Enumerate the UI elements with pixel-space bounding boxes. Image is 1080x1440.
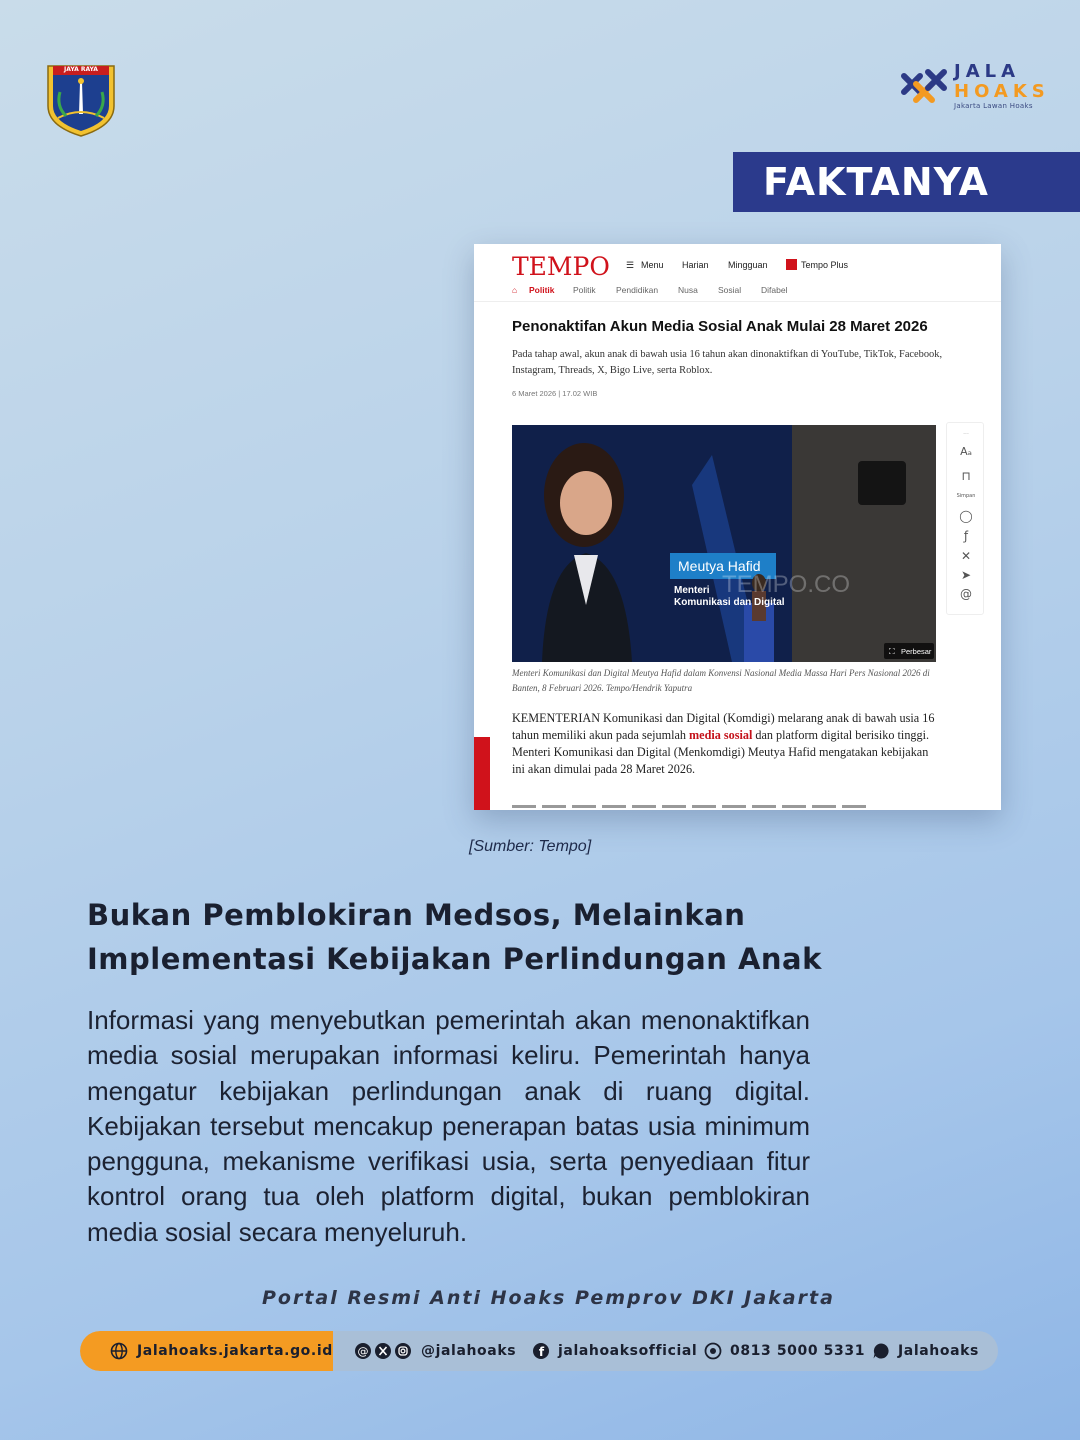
threads-icon[interactable]: @ — [960, 587, 972, 601]
whatsapp-number[interactable]: 0813 5000 5331 — [730, 1343, 866, 1359]
enlarge-photo-button[interactable]: Perbesar — [901, 647, 932, 656]
whatsapp-icon[interactable]: ◯ — [959, 509, 973, 523]
instagram-icon[interactable] — [394, 1342, 412, 1360]
jala-hoaks-mark-icon — [898, 62, 950, 112]
font-size-icon[interactable]: Aₐ — [960, 445, 972, 458]
faktanya-banner: FAKTANYA — [733, 152, 1080, 212]
nav-sub-pendidikan[interactable]: Pendidikan — [616, 285, 659, 295]
photo-caption: Menteri Komunikasi dan Digital Meutya Hafid dalam Konvensi Nasional Media Massa Hari Pers Nasional 2026 di Banten, 8 Februari 2026. Tempo/Hendrik Yaputra — [512, 668, 930, 693]
bookmark-icon[interactable]: ⊓ — [961, 469, 971, 483]
article-date: 6 Maret 2026 | 17.02 WIB — [512, 389, 598, 398]
logo-word-jala: JALA — [954, 61, 1021, 82]
facebook-icon[interactable] — [532, 1342, 550, 1360]
photo-name-caption: Meutya Hafid — [678, 558, 761, 574]
photo-role-line2: Komunikasi dan Digital — [674, 597, 785, 608]
website-link[interactable]: Jalahoaks.jakarta.go.id — [137, 1343, 333, 1359]
threads-icon[interactable] — [354, 1342, 372, 1360]
side-tab[interactable] — [474, 737, 490, 810]
dki-jakarta-emblem — [44, 62, 118, 138]
photo-role-line1: Menteri — [674, 585, 710, 596]
svg-text:f: f — [538, 1345, 545, 1359]
source-credit: [Sumber: Tempo] — [469, 838, 592, 855]
article-photo — [512, 425, 936, 662]
nav-menu[interactable]: Menu — [641, 260, 664, 270]
jala-hoaks-logo — [898, 61, 1050, 114]
x-icon[interactable] — [374, 1342, 392, 1360]
article-body-part2: dan platform digital berisiko tinggi. Menteri Komunikasi dan Digital (Menkomdigi) Meutya Hafid mengatakan kebijakan ini akan dimulai pada 28 Maret 2026. — [512, 728, 930, 776]
home-icon[interactable]: ⌂ — [512, 285, 518, 295]
x-icon[interactable]: ✕ — [960, 549, 972, 563]
photo-watermark: TEMPO.CO — [722, 571, 851, 598]
svg-text:@: @ — [357, 1345, 369, 1358]
facebook-handle[interactable]: jalahoaksofficial — [558, 1343, 698, 1359]
fact-headline — [87, 893, 847, 981]
telegram-icon[interactable]: ➤ — [960, 568, 972, 582]
social-handle[interactable]: @jalahoaks — [421, 1343, 517, 1359]
article-lede: Pada tahap awal, akun anak di bawah usia 16 tahun akan dinonaktifkan di YouTube, TikTok, Facebook, Instagram, Threads, X, Bigo Live, serta Roblox. — [512, 349, 943, 376]
logo-word-hoaks: HOAKS — [954, 81, 1050, 102]
globe-icon — [110, 1342, 128, 1360]
tempo-plus-icon — [786, 259, 797, 270]
share-rail-handle: ··· — [963, 431, 969, 438]
nav-sub-difabel[interactable]: Difabel — [761, 285, 788, 295]
save-label: Simpan — [956, 493, 976, 499]
nav-harian[interactable]: Harian — [682, 260, 709, 270]
fact-paragraph: Informasi yang menyebutkan pemerintah akan menonaktifkan media sosial merupakan informasi keliru. Pemerintah hanya mengatur kebijakan perlindungan anak di ruang digital. Kebijakan tersebut mencakup penerapan batas usia minimum pengguna, mekanisme verifikasi usia, serta penyediaan fitur kontrol orang tua oleh platform digital, bukan pemblokiran media sosial secara menyeluruh. — [87, 1005, 810, 1247]
article-title: Penonaktifan Akun Media Sosial Anak Mulai 28 Maret 2026 — [512, 318, 928, 335]
logo-tagline: Jakarta Lawan Hoaks — [954, 102, 1033, 110]
article-screenshot — [474, 244, 1001, 810]
nav-sub-nusa[interactable]: Nusa — [678, 285, 698, 295]
contact-bar — [80, 1331, 998, 1371]
share-rail — [946, 422, 984, 615]
nav-sub-sosial[interactable]: Sosial — [718, 285, 742, 295]
menu-icon[interactable]: ☰ — [626, 260, 635, 270]
nav-mingguan[interactable]: Mingguan — [728, 260, 768, 270]
whatsapp-icon[interactable] — [704, 1342, 722, 1360]
chat-handle[interactable]: Jalahoaks — [898, 1343, 979, 1359]
expand-icon[interactable]: ⛶ — [889, 647, 895, 656]
headline-line2: Implementasi Kebijakan Perlindungan Anak — [87, 942, 822, 976]
nav-sub-politik[interactable]: Politik — [573, 285, 596, 295]
chat-icon[interactable] — [872, 1342, 890, 1360]
portal-tagline: Portal Resmi Anti Hoaks Pemprov DKI Jakarta — [262, 1287, 835, 1309]
nav-sub-politik-active[interactable]: Politik — [529, 285, 555, 295]
cut-off-next-line — [512, 800, 872, 810]
article-body — [512, 710, 942, 778]
facebook-icon[interactable]: ƒ — [963, 529, 969, 543]
emblem-text: JAYA RAYA — [64, 66, 98, 73]
headline-line1: Bukan Pemblokiran Medsos, Melainkan — [87, 898, 746, 932]
tempo-logo[interactable]: TEMPO — [512, 252, 610, 281]
media-sosial-link[interactable]: media sosial — [689, 728, 753, 742]
nav-tempo-plus[interactable]: Tempo Plus — [801, 260, 849, 270]
photo-illustration — [512, 425, 936, 662]
article-body-part1: KEMENTERIAN Komunikasi dan Digital (Komdigi) melarang anak di bawah usia 16 tahun memiliki akun pada sejumlah — [512, 711, 935, 742]
